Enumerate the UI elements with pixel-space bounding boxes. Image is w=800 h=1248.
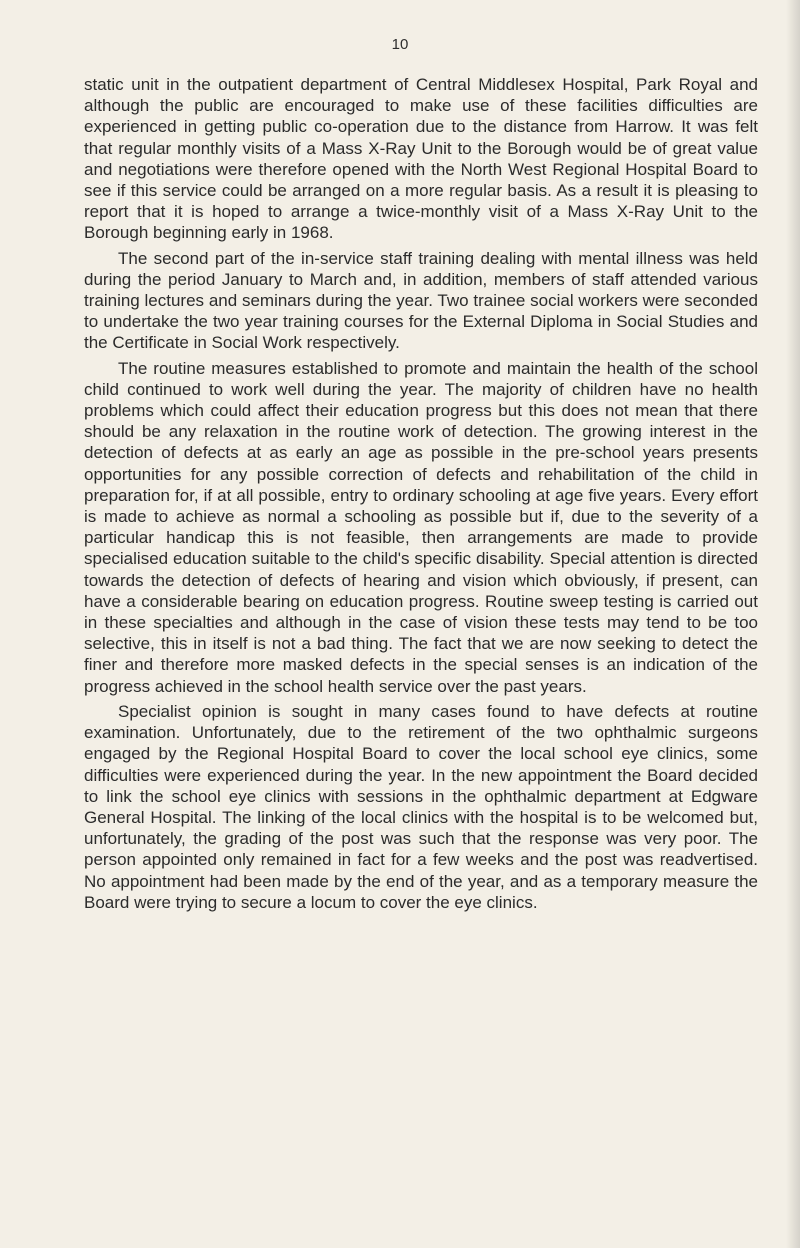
page-edge-shadow — [786, 0, 800, 1248]
paragraph-staff-training: The second part of the in-service staff training dealing with mental illness was held during the period January to March and, in addition, members of staff attended various training lectures and seminars during the year. Two trainee social workers were seconded to undertake the two year training courses for the External Diploma in Social Studies and the Certificate in Social Work respectively. — [84, 248, 758, 353]
page-number: 10 — [391, 36, 409, 53]
body-text — [84, 74, 758, 917]
paragraph-specialist-opinion: Specialist opinion is sought in many cases found to have defects at routine examination. Unfortunately, due to the retirement of the two ophthalmic surgeons engaged by the Regional Hospital Board to cover the local school eye clinics, some difficulties were experienced during the year. In the new appointment the Board decided to link the school eye clinics with sessions in the ophthalmic department at Edgware General Hospital. The linking of the local clinics with the hospital is to be welcomed but, unfortunately, the grading of the post was such that the response was very poor. The person appointed only remained in fact for a few weeks and the post was readvertised. No appointment had been made by the end of the year, and as a temporary measure the Board were trying to secure a locum to cover the eye clinics. — [84, 701, 758, 912]
paragraph-continued: static unit in the outpatient department of Central Middlesex Hospital, Park Royal and although the public are encouraged to make use of these facilities difficulties are experienced in getting public co-operation due to the distance from Harrow. It was felt that regular monthly visits of a Mass X-Ray Unit to the Borough would be of great value and negotiations were therefore opened with the North West Regional Hospital Board to see if this service could be arranged on a more regular basis. As a result it is pleasing to report that it is hoped to arrange a twice-monthly visit of a Mass X-Ray Unit to the Borough beginning early in 1968. — [84, 75, 758, 243]
paragraph-school-health: The routine measures established to promote and maintain the health of the school child continued to work well during the year. The majority of children have no health problems which could affect their education progress but this does not mean that there should be any relaxation in the routine work of detection. The growing interest in the detection of defects at as early an age as possible in the pre-school years presents opportunities for any possible correction of defects and rehabilitation of the child in preparation for, if at all possible, entry to ordinary schooling at age five years. Every effort is made to achieve as normal a schooling as possible but if, due to the severity of a particular handicap this is not feasible, then arrangements are made to provide specialised education suitable to the child's specific disability. Special attention is directed towards the detection of defects of hearing and vision which obviously, if present, can have a considerable bearing on education progress. Routine sweep testing is carried out in these specialties and although in the case of vision these tests may tend to be too selective, this in itself is not a bad thing. The fact that we are now seeking to detect the finer and therefore more masked defects in the special senses is an indication of the progress achieved in the school health service over the past years. — [84, 358, 758, 696]
